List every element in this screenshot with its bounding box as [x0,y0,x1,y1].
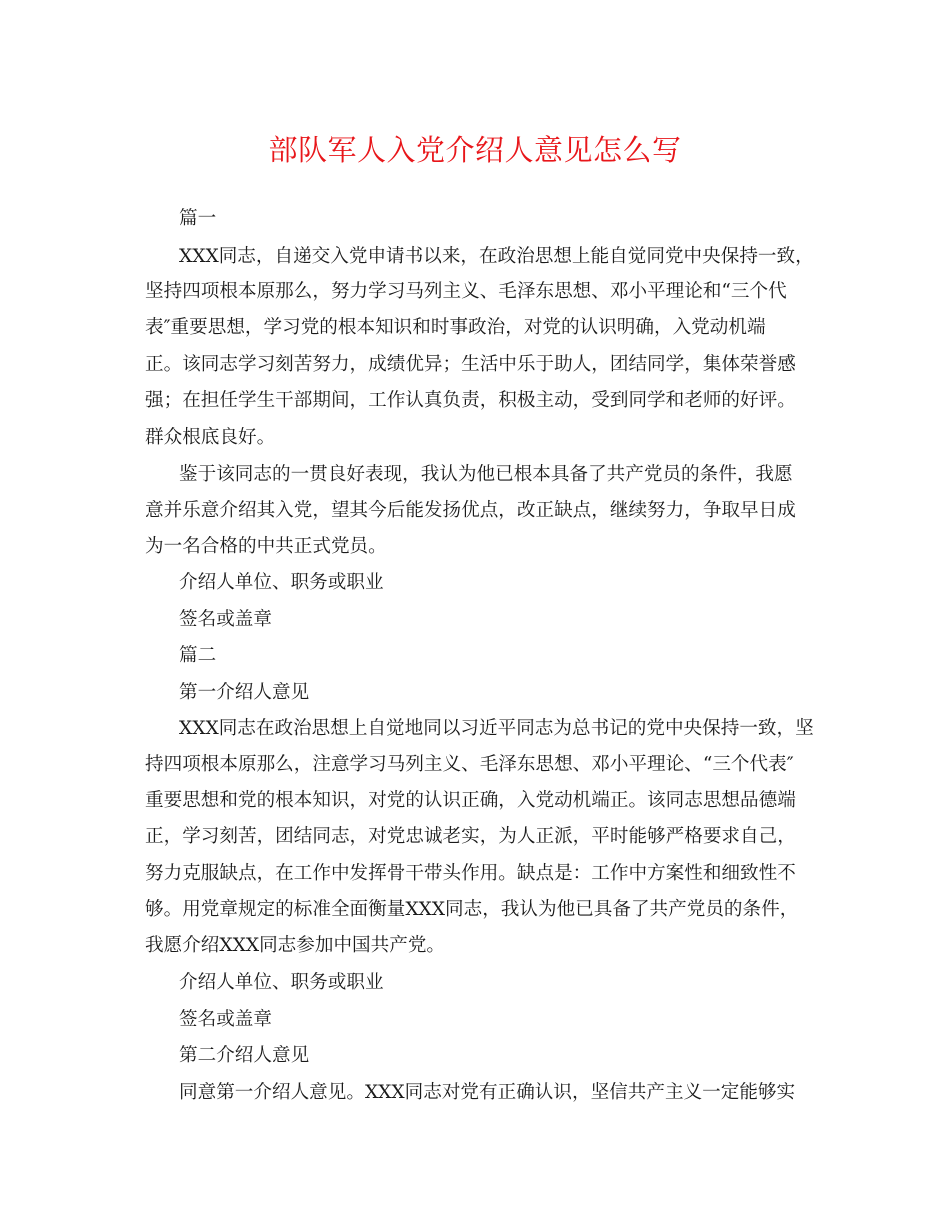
text-line: XXX同志在政治思想上自觉地同以习近平同志为总书记的党中央保持一致，坚 [179,718,814,739]
text-line: 介绍人单位、职务或职业 [179,572,384,593]
text-line: 群众根底良好。 [145,427,276,448]
text-line: 第一介绍人意见 [179,682,310,703]
text-line: 介绍人单位、职务或职业 [179,972,384,993]
text-line: 持四项根本原那么，注意学习马列主义、毛泽东思想、邓小平理论、“三个代表″ [145,754,794,775]
text-line: 第二介绍人意见 [179,1045,310,1066]
text-line: XXX同志，自递交入党申请书以来，在政治思想上能自觉同党中央保持一致， [179,246,814,267]
text-line: 同意第一介绍人意见。XXX同志对党有正确认识，坚信共产主义一定能够实 [179,1082,796,1103]
text-line: 签名或盖章 [179,1009,272,1030]
text-line: 签名或盖章 [179,609,272,630]
text-line: 正，学习刻苦，团结同志，对党忠诚老实，为人正派，平时能够严格要求自己， [145,826,796,847]
text-line: 篇一 [179,208,217,229]
text-line: 强；在担任学生干部期间，工作认真负责，积极主动，受到同学和老师的好评。 [145,390,796,411]
document-title: 部队军人入党介绍人意见怎么写 [268,133,682,167]
text-line: 够。用党章规定的标准全面衡量XXX同志，我认为他已具备了共产党员的条件， [145,899,799,920]
text-line: 坚持四项根本原那么，努力学习马列主义、毛泽东思想、邓小平理论和“三个代 [145,281,787,302]
text-line: 意并乐意介绍其入党，望其今后能发扬优点，改正缺点，继续努力，争取早日成 [145,500,796,521]
text-line: 鉴于该同志的一贯良好表现，我认为他已根本具备了共产党员的条件，我愿 [179,464,793,485]
text-line: 努力克服缺点，在工作中发挥骨干带头作用。缺点是：工作中方案性和细致性不 [145,863,796,884]
text-line: 正。该同志学习刻苦努力，成绩优异；生活中乐于助人，团结同学，集体荣誉感 [145,354,796,375]
text-line: 为一名合格的中共正式党员。 [145,536,387,557]
text-line: 表″重要思想，学习党的根本知识和时事政治，对党的认识明确，入党动机端 [145,317,766,338]
text-line: 篇二 [179,645,217,666]
text-line: 重要思想和党的根本知识，对党的认识正确，入党动机端正。该同志思想品德端 [145,790,796,811]
text-line: 我愿介绍XXX同志参加中国共产党。 [145,935,446,956]
